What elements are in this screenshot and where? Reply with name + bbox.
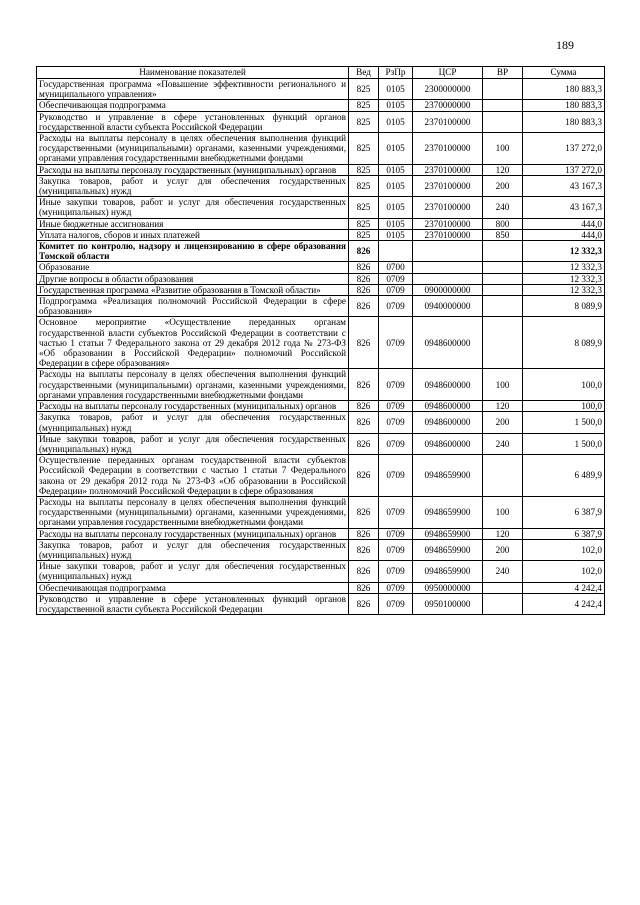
- cell-csr: 2370100000: [413, 133, 483, 165]
- cell-ved: 826: [349, 433, 379, 454]
- cell-vr: [483, 296, 523, 317]
- cell-vr: 200: [483, 175, 523, 196]
- header-ved: Вед: [349, 67, 379, 79]
- cell-ved: 826: [349, 241, 379, 262]
- cell-name: Иные закупки товаров, работ и услуг для обеспечения государственных (муниципальных) нужд: [37, 561, 349, 582]
- cell-rzpr: 0709: [379, 369, 413, 401]
- cell-ved: 826: [349, 539, 379, 560]
- table-row: [37, 111, 605, 132]
- cell-sum: 4 242,4: [523, 593, 605, 614]
- cell-csr: 0900000000: [413, 284, 483, 295]
- cell-rzpr: 0709: [379, 284, 413, 295]
- cell-sum: 137 272,0: [523, 164, 605, 175]
- cell-sum: 180 883,3: [523, 79, 605, 100]
- cell-sum: 12 332,3: [523, 262, 605, 273]
- cell-vr: 800: [483, 218, 523, 229]
- cell-ved: 826: [349, 593, 379, 614]
- table-row: [37, 262, 605, 273]
- table-row: [37, 561, 605, 582]
- cell-name: Руководство и управление в сфере установленных функций органов государственной власти субъекта Российской Федерации: [37, 111, 349, 132]
- cell-name: Закупка товаров, работ и услуг для обеспечения государственных (муниципальных) нужд: [37, 175, 349, 196]
- cell-name: Уплата налогов, сборов и иных платежей: [37, 229, 349, 240]
- cell-sum: 12 332,3: [523, 241, 605, 262]
- cell-vr: [483, 455, 523, 497]
- header-vr: ВР: [483, 67, 523, 79]
- cell-csr: 0948600000: [413, 401, 483, 412]
- cell-csr: 0948659900: [413, 455, 483, 497]
- cell-name: Образование: [37, 262, 349, 273]
- cell-csr: 2370100000: [413, 229, 483, 240]
- cell-csr: 0948600000: [413, 412, 483, 433]
- cell-sum: 180 883,3: [523, 111, 605, 132]
- cell-vr: [483, 79, 523, 100]
- cell-vr: 100: [483, 133, 523, 165]
- header-rzpr: РзПр: [379, 67, 413, 79]
- cell-ved: 826: [349, 284, 379, 295]
- cell-vr: 240: [483, 433, 523, 454]
- cell-vr: 240: [483, 197, 523, 218]
- cell-rzpr: [379, 241, 413, 262]
- cell-vr: [483, 593, 523, 614]
- cell-csr: 0950000000: [413, 582, 483, 593]
- cell-rzpr: 0709: [379, 539, 413, 560]
- cell-vr: 240: [483, 561, 523, 582]
- cell-name: Иные закупки товаров, работ и услуг для обеспечения государственных (муниципальных) нужд: [37, 197, 349, 218]
- cell-csr: 2370100000: [413, 175, 483, 196]
- cell-vr: 120: [483, 164, 523, 175]
- cell-vr: [483, 582, 523, 593]
- cell-sum: 6 387,9: [523, 528, 605, 539]
- cell-ved: 826: [349, 401, 379, 412]
- cell-csr: 2300000000: [413, 79, 483, 100]
- cell-rzpr: 0105: [379, 164, 413, 175]
- table-row: [37, 284, 605, 295]
- cell-vr: [483, 317, 523, 369]
- cell-csr: 0948600000: [413, 317, 483, 369]
- header-name: Наименование показателей: [37, 67, 349, 79]
- cell-ved: 825: [349, 197, 379, 218]
- cell-rzpr: 0700: [379, 262, 413, 273]
- cell-ved: 825: [349, 229, 379, 240]
- cell-ved: 825: [349, 164, 379, 175]
- table-row: [37, 100, 605, 111]
- cell-csr: 2370100000: [413, 197, 483, 218]
- cell-vr: [483, 111, 523, 132]
- table-row: [37, 79, 605, 100]
- cell-ved: 826: [349, 296, 379, 317]
- cell-csr: 2370100000: [413, 218, 483, 229]
- cell-name: Другие вопросы в области образования: [37, 273, 349, 284]
- cell-rzpr: 0105: [379, 229, 413, 240]
- table-body: [37, 79, 605, 615]
- cell-name: Расходы на выплаты персоналу в целях обеспечения выполнения функций государственными (муниципальными) органами, казенными учреждениями, органами управления государственными внебюджетными фондами: [37, 496, 349, 528]
- cell-csr: 2370000000: [413, 100, 483, 111]
- cell-csr: 0948659900: [413, 539, 483, 560]
- cell-sum: 444,0: [523, 229, 605, 240]
- cell-ved: 826: [349, 561, 379, 582]
- cell-rzpr: 0105: [379, 111, 413, 132]
- table-row: [37, 401, 605, 412]
- table-row: [37, 455, 605, 497]
- cell-csr: 0948659900: [413, 528, 483, 539]
- table-row: [37, 433, 605, 454]
- cell-sum: 100,0: [523, 401, 605, 412]
- cell-vr: [483, 273, 523, 284]
- cell-name: Руководство и управление в сфере установленных функций органов государственной власти субъекта Российской Федерации: [37, 593, 349, 614]
- cell-vr: 100: [483, 496, 523, 528]
- cell-sum: 6 387,9: [523, 496, 605, 528]
- cell-sum: 6 489,9: [523, 455, 605, 497]
- cell-name: Основное мероприятие «Осуществление переданных органам государственной власти субъектов Российской Федерации в соответствии с частью 1 статьи 7 Федерального закона от 29 декабря 2012 года № 273-ФЗ «Об образовании в Российской Федерации» полномочий Российской Федерации в сфере образования»: [37, 317, 349, 369]
- cell-sum: 12 332,3: [523, 284, 605, 295]
- cell-ved: 825: [349, 218, 379, 229]
- cell-csr: 0948600000: [413, 433, 483, 454]
- cell-name: Государственная программа «Повышение эффективности регионального и муниципального управления»: [37, 79, 349, 100]
- table-row: [37, 496, 605, 528]
- cell-sum: 102,0: [523, 561, 605, 582]
- budget-table: [36, 66, 605, 615]
- cell-sum: 137 272,0: [523, 133, 605, 165]
- cell-ved: 826: [349, 317, 379, 369]
- cell-rzpr: 0709: [379, 455, 413, 497]
- cell-sum: 180 883,3: [523, 100, 605, 111]
- cell-vr: 200: [483, 412, 523, 433]
- cell-sum: 1 500,0: [523, 412, 605, 433]
- cell-ved: 825: [349, 175, 379, 196]
- table-row: [37, 241, 605, 262]
- cell-csr: 0940000000: [413, 296, 483, 317]
- cell-name: Закупка товаров, работ и услуг для обеспечения государственных (муниципальных) нужд: [37, 539, 349, 560]
- cell-rzpr: 0105: [379, 133, 413, 165]
- cell-sum: 102,0: [523, 539, 605, 560]
- cell-name: Осуществление переданных органам государственной власти субъектов Российской Федерации в соответствии с частью 1 статьи 7 Федерального закона от 29 декабря 2012 года № 273-ФЗ «Об образовании в Российской Федерации» полномочий Российской Федерации в сфере образования: [37, 455, 349, 497]
- cell-name: Расходы на выплаты персоналу государственных (муниципальных) органов: [37, 164, 349, 175]
- cell-csr: 0950100000: [413, 593, 483, 614]
- cell-sum: 100,0: [523, 369, 605, 401]
- table-row: [37, 412, 605, 433]
- cell-rzpr: 0709: [379, 401, 413, 412]
- cell-vr: 120: [483, 401, 523, 412]
- cell-name: Закупка товаров, работ и услуг для обеспечения государственных (муниципальных) нужд: [37, 412, 349, 433]
- cell-vr: 850: [483, 229, 523, 240]
- table-row: [37, 175, 605, 196]
- cell-name: Обеспечивающая подпрограмма: [37, 582, 349, 593]
- table-row: [37, 296, 605, 317]
- cell-rzpr: 0709: [379, 433, 413, 454]
- table-row: [37, 229, 605, 240]
- cell-rzpr: 0105: [379, 218, 413, 229]
- cell-ved: 825: [349, 111, 379, 132]
- cell-ved: 825: [349, 100, 379, 111]
- cell-rzpr: 0709: [379, 593, 413, 614]
- cell-ved: 826: [349, 455, 379, 497]
- cell-ved: 826: [349, 273, 379, 284]
- cell-vr: [483, 262, 523, 273]
- header-sum: Сумма: [523, 67, 605, 79]
- cell-rzpr: 0709: [379, 561, 413, 582]
- cell-csr: [413, 262, 483, 273]
- cell-csr: 2370100000: [413, 111, 483, 132]
- cell-ved: 826: [349, 369, 379, 401]
- cell-sum: 8 089,9: [523, 296, 605, 317]
- cell-name: Расходы на выплаты персоналу государственных (муниципальных) органов: [37, 528, 349, 539]
- cell-rzpr: 0709: [379, 273, 413, 284]
- cell-sum: 444,0: [523, 218, 605, 229]
- table-row: [37, 164, 605, 175]
- cell-name: Комитет по контролю, надзору и лицензированию в сфере образования Томской области: [37, 241, 349, 262]
- cell-csr: 0948659900: [413, 496, 483, 528]
- table-row: [37, 133, 605, 165]
- page-number: 189: [556, 38, 574, 52]
- cell-vr: [483, 284, 523, 295]
- table-row: [37, 197, 605, 218]
- cell-rzpr: 0709: [379, 296, 413, 317]
- cell-vr: 200: [483, 539, 523, 560]
- cell-rzpr: 0105: [379, 79, 413, 100]
- cell-rzpr: 0709: [379, 317, 413, 369]
- cell-name: Государственная программа «Развитие образования в Томской области»: [37, 284, 349, 295]
- cell-sum: 1 500,0: [523, 433, 605, 454]
- cell-ved: 826: [349, 412, 379, 433]
- cell-name: Иные бюджетные ассигнования: [37, 218, 349, 229]
- cell-vr: [483, 241, 523, 262]
- cell-name: Расходы на выплаты персоналу в целях обеспечения выполнения функций государственными (муниципальными) органами, казенными учреждениями, органами управления государственными внебюджетными фондами: [37, 369, 349, 401]
- cell-name: Расходы на выплаты персоналу государственных (муниципальных) органов: [37, 401, 349, 412]
- cell-vr: 120: [483, 528, 523, 539]
- cell-ved: 825: [349, 133, 379, 165]
- table-row: [37, 539, 605, 560]
- cell-rzpr: 0709: [379, 582, 413, 593]
- cell-rzpr: 0709: [379, 496, 413, 528]
- table-row: [37, 593, 605, 614]
- cell-sum: 4 242,4: [523, 582, 605, 593]
- cell-csr: 0948600000: [413, 369, 483, 401]
- cell-csr: [413, 273, 483, 284]
- table-header-row: [37, 67, 605, 79]
- cell-csr: [413, 241, 483, 262]
- table-row: [37, 528, 605, 539]
- cell-ved: 826: [349, 582, 379, 593]
- cell-rzpr: 0709: [379, 528, 413, 539]
- table-row: [37, 582, 605, 593]
- table-row: [37, 317, 605, 369]
- table-row: [37, 218, 605, 229]
- cell-name: Расходы на выплаты персоналу в целях обеспечения выполнения функций государственными (муниципальными) органами, казенными учреждениями, органами управления государственными внебюджетными фондами: [37, 133, 349, 165]
- cell-csr: 0948659900: [413, 561, 483, 582]
- cell-sum: 43 167,3: [523, 197, 605, 218]
- cell-vr: [483, 100, 523, 111]
- cell-name: Иные закупки товаров, работ и услуг для обеспечения государственных (муниципальных) нужд: [37, 433, 349, 454]
- cell-sum: 12 332,3: [523, 273, 605, 284]
- cell-name: Подпрограмма «Реализация полномочий Российской Федерации в сфере образования»: [37, 296, 349, 317]
- table-row: [37, 369, 605, 401]
- cell-rzpr: 0105: [379, 175, 413, 196]
- cell-rzpr: 0709: [379, 412, 413, 433]
- cell-ved: 826: [349, 528, 379, 539]
- cell-sum: 8 089,9: [523, 317, 605, 369]
- cell-csr: 2370100000: [413, 164, 483, 175]
- cell-sum: 43 167,3: [523, 175, 605, 196]
- cell-rzpr: 0105: [379, 100, 413, 111]
- cell-ved: 825: [349, 79, 379, 100]
- cell-ved: 826: [349, 262, 379, 273]
- cell-rzpr: 0105: [379, 197, 413, 218]
- cell-vr: 100: [483, 369, 523, 401]
- header-csr: ЦСР: [413, 67, 483, 79]
- table-row: [37, 273, 605, 284]
- cell-ved: 826: [349, 496, 379, 528]
- cell-name: Обеспечивающая подпрограмма: [37, 100, 349, 111]
